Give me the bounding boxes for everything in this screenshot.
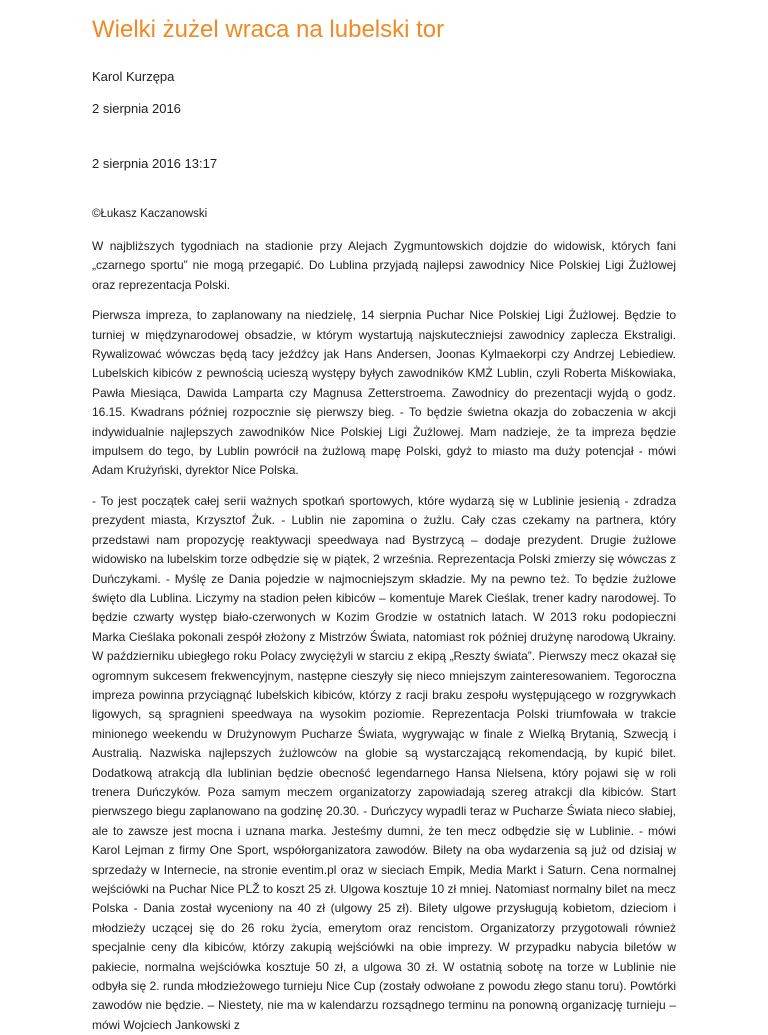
article-author: Karol Kurzępa [92,69,175,84]
article-datetime: 2 sierpnia 2016 13:17 [92,156,218,171]
article-title: Wielki żużel wraca na lubelski tor [92,16,445,43]
article-date: 2 sierpnia 2016 [92,101,181,116]
article-paragraph-3: - To jest początek całej serii ważnych spotkań sportowych, które wydarzą się w Lublinie jesienią - zdradza prezydent miasta, Krzysztof Żuk. - Lublin nie zapomina o żużlu. Cały czas czekamy na partnera, który przedstawi nam propozycję reaktywacji speedwaya nad Bystrzycą – dodaje prezydent. Drugie żużlowe widowisko na lubelskim torze odbędzie się w piątek, 2 września. Reprezentacja Polski zmierzy się wówczas z Duńczykami. - Myślę ze Dania pojedzie w najmocniejszym składzie. My na pewno też. To będzie żużlowe święto dla Lublina. Liczymy na stadion pełen kibiców – komentuje Marek Cieślak, trener kadry narodowej. To będzie czwarty występ biało-czerwonych w Kozim Grodzie w ostatnich latach. W 2013 roku podopieczni Marka Cieślaka pokonali zespół złożony z Mistrzów Świata, natomiast rok później drużynę narodową Ukrainy. W październiku ubiegłego roku Polacy zwyciężyli w starciu z ekipą „Reszty świata”. Pierwszy mecz okazał się ogromnym sukcesem frekwencyjnym, następne cieszyły się nieco mniejszym zainteresowaniem. Tegoroczna impreza powinna przyciągnąć lubelskich kibiców, którzy z racji braku zespołu występującego w rozgrywkach ligowych, są spragnieni speedwaya na wysokim poziomie. Reprezentacja Polski triumfowała w trakcie minionego weekendu w Drużynowym Pucharze Świata, wygrywając w finale z Wielką Brytanią, Szwecją i Australią. Nazwiska najlepszych żużlowców na globie są wystarczającą rekomendacją, by kupić bilet. Dodatkową atrakcją dla lublinian będzie obecność legendarnego Hansa Nielsena, który pojawi się w roli trenera Duńczyków. Poza samym meczem organizatorzy zapowiadają szereg atrakcji dla kibiców. Start pierwszego biegu zaplanowano na godzinę 20.30. - Duńczycy wypadli teraz w Pucharze Świata nieco słabiej, ale to zawsze jest mocna i uznana marka. Jesteśmy dumni, że ten mecz odbędzie się w Lublinie. - mówi Karol Lejman z firmy One Sport, współorganizatora zawodów. Bilety na oba wydarzenia są już od dzisiaj w sprzedaży w Internecie, na stronie eventim.pl oraz w sieciach Empik, Media Markt i Saturn. Cena normalnej wejściówki na Puchar Nice PLŽ to koszt 25 zł. Ulgowa kosztuje 10 zł mniej. Natomiast normalny bilet na mecz Polska - Dania został wyceniony na 40 zł (ulgowy 25 zł). Bilety ulgowe przysługują kobietom, dzieciom i młodzieży uczącej się do 26 roku życia, emerytom oraz rencistom. Organizatorzy przygotowali również specjalnie ceny dla kibiców, którzy zakupią wejściówki na obie imprezy. W przypadku nabycia biletów w pakiecie, normalna wejściówka kosztuje 50 zł, a ulgowa 30 zł. W ostatnią sobotę na torze w Lublinie nie odbyła się 2. runda młodzieżowego turnieju Nice Cup (zostały odwołane z powodu złego stanu toru). Powtórki zawodów nie będzie. – Niestety, nie ma w kalendarzu rozsądnego terminu na ponowną organizację turnieju – mówi Wojciech Jankowski z [92,493,676,1032]
article [92,0,676,1035]
article-paragraph-2: Pierwsza impreza, to zaplanowany na niedzielę, 14 sierpnia Puchar Nice Polskiej Ligi Żużlowej. Będzie to turniej w międzynarodowej obsadzie, w którym wystartują najskuteczniejsi zawodnicy zaplecza Ekstraligi. Rywalizować wówczas będą tacy jeźdźcy jak Hans Andersen, Joonas Kylmaekorpi czy Andrzej Lebiediew. Lubelskich kibiców z pewnością ucieszą występy byłych zawodników KMŻ Lublin, czyli Roberta Miśkowiaka, Pawła Miesiąca, Dawida Lamparta czy Magnusa Zetterstroema. Zawodnicy do prezentacji wyjdą o godz. 16.15. Kwadrans później rozpocznie się pierwszy bieg. - To będzie świetna okazja do zobaczenia w akcji indywidualnie najlepszych zawodników Nice Polskiej Ligi Żużlowej. Mam nadzieje, że ta impreza będzie impulsem do tego, by Lublin powrócił na żużlową mapę Polski, gdyż to miasto ma duży potencjał - mówi Adam Krużyński, dyrektor Nice Polska. [92,308,676,478]
article-paragraph-1: W najbliższych tygodniach na stadionie przy Alejach Zygmuntowskich dojdzie do widowisk, których fani „czarnego sportu” nie mogą przegapić. Do Lublina przyjadą najlepsi zawodnicy Nice Polskiej Ligi Żużlowej oraz reprezentacja Polski. [92,239,676,292]
photo-credit: ©Łukasz Kaczanowski [92,208,208,220]
